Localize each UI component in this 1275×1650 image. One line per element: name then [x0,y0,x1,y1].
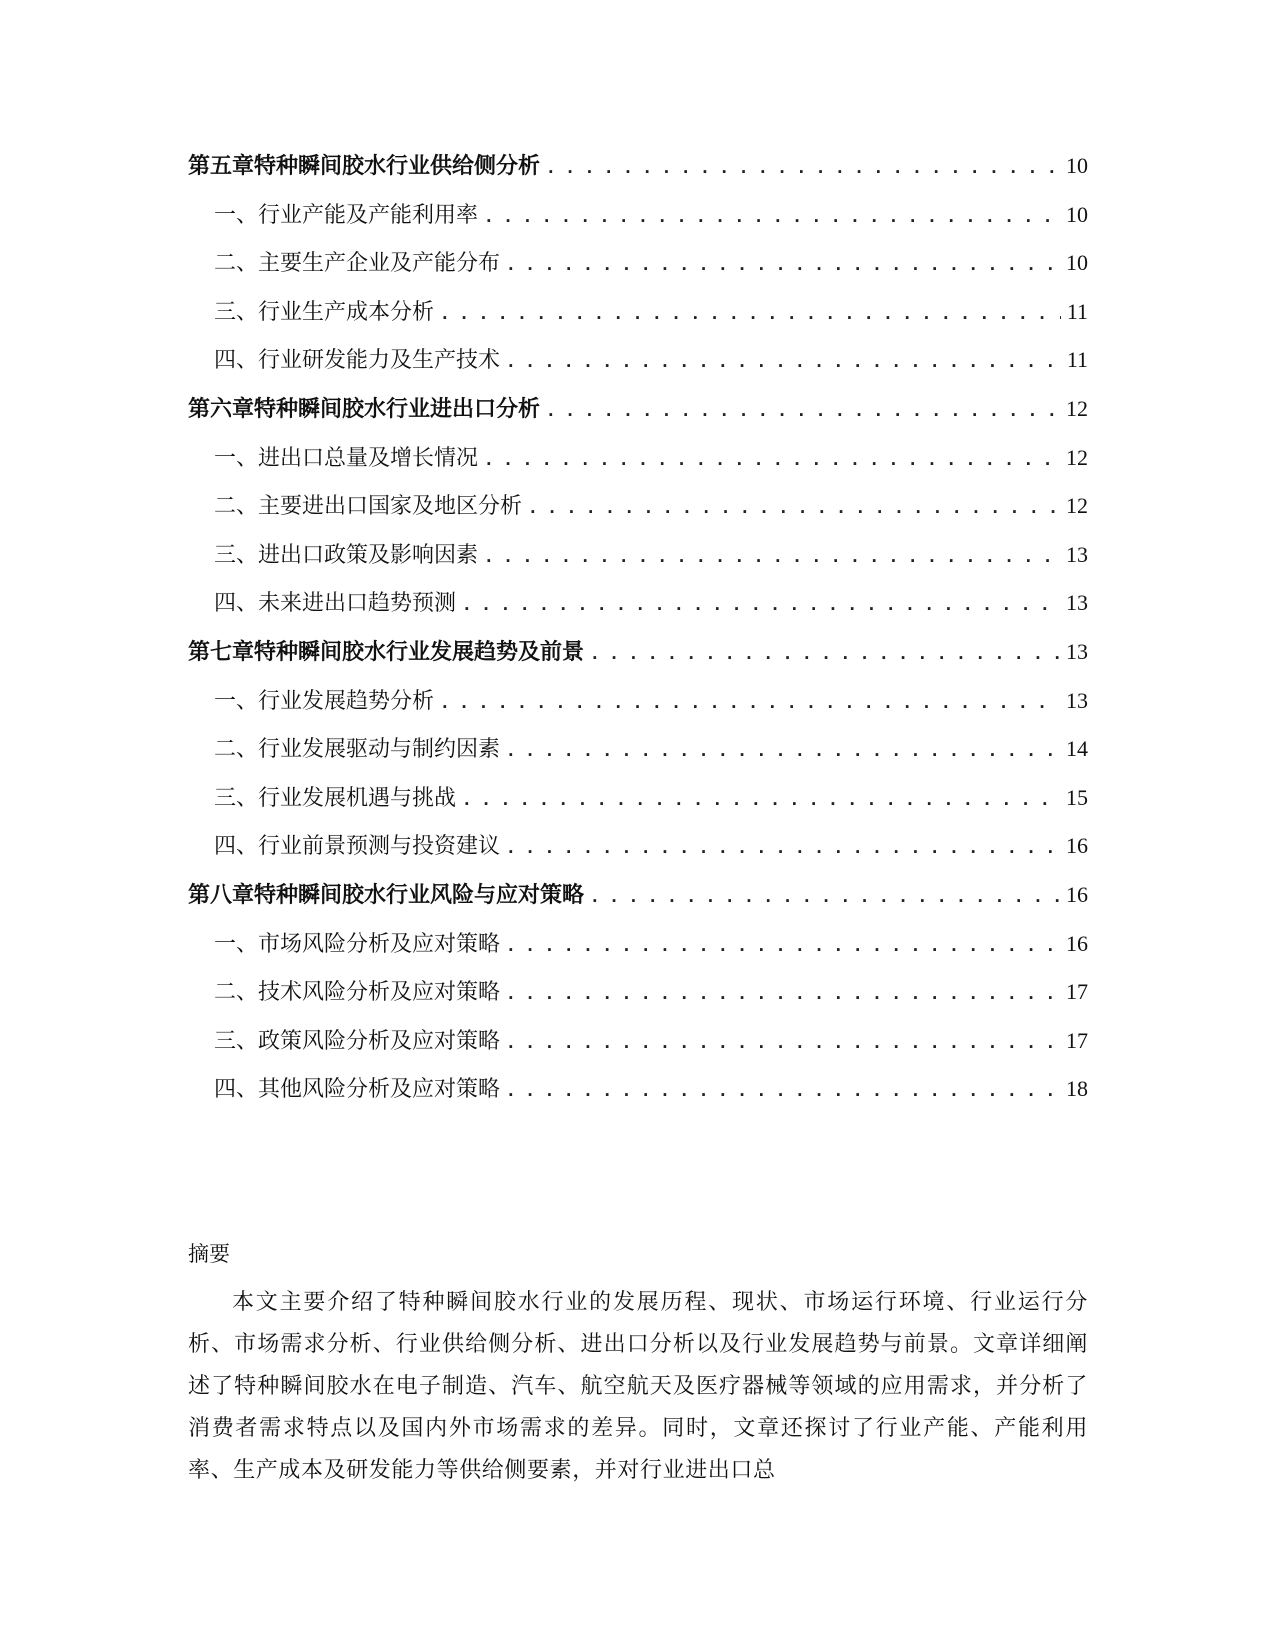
toc-entry-number: 一、 [214,202,259,228]
toc-entry-title: 特种瞬间胶水行业进出口分析 [254,395,541,422]
toc-dot-leader [528,484,1060,533]
toc-entry-number: 第七章 [188,638,255,665]
toc-entry-title: 行业发展趋势分析 [258,688,435,714]
toc-entry-number: 二、 [214,251,259,277]
toc-dot-leader [546,387,1060,436]
toc-entry-page-number: 11 [1066,347,1088,373]
toc-dot-leader [506,338,1061,387]
toc-section-entry[interactable] [188,579,1088,628]
toc-dot-leader [506,727,1060,776]
toc-entry-title: 行业生产成本分析 [258,299,435,325]
toc-entry-page-number: 13 [1066,638,1088,664]
toc-entry-number: 二、 [214,980,259,1006]
toc-dot-leader [440,679,1060,728]
toc-entry-title: 行业发展驱动与制约因素 [258,737,501,763]
toc-entry-number: 二、 [214,737,259,763]
toc-dot-leader [546,144,1060,193]
toc-section-entry[interactable] [188,774,1088,823]
toc-entry-title: 市场风险分析及应对策略 [258,931,501,957]
toc-dot-leader [506,241,1060,290]
toc-entry-page-number: 13 [1066,687,1088,713]
toc-entry-title: 主要进出口国家及地区分析 [258,494,523,520]
toc-entry-title: 特种瞬间胶水行业发展趋势及前景 [254,638,585,665]
toc-entry-number: 三、 [214,785,259,811]
toc-entry-page-number: 14 [1066,736,1088,762]
toc-entry-number: 三、 [214,299,259,325]
toc-section-entry[interactable] [188,336,1088,385]
toc-section-entry[interactable] [188,239,1088,288]
toc-section-entry[interactable] [188,822,1088,871]
toc-section-entry[interactable] [188,725,1088,774]
toc-entry-title: 未来进出口趋势预测 [258,591,457,617]
toc-dot-leader [506,1067,1060,1116]
toc-entry-title: 技术风险分析及应对策略 [258,980,501,1006]
toc-chapter-entry[interactable] [188,628,1088,677]
toc-entry-title: 特种瞬间胶水行业供给侧分析 [254,153,541,179]
toc-dot-leader [590,873,1060,922]
toc-dot-leader [590,630,1060,679]
toc-entry-number: 一、 [214,688,259,714]
toc-section-entry[interactable] [188,482,1088,531]
toc-entry-number: 一、 [214,931,259,957]
toc-section-entry[interactable] [188,531,1088,580]
toc-dot-leader [484,436,1060,485]
toc-entry-title: 特种瞬间胶水行业风险与应对策略 [254,881,585,908]
toc-entry-page-number: 12 [1066,493,1088,519]
toc-dot-leader [506,1019,1060,1068]
toc-entry-title: 行业发展机遇与挑战 [258,785,457,811]
toc-entry-number: 二、 [214,494,259,520]
toc-entry-title: 政策风险分析及应对策略 [258,1028,501,1054]
toc-dot-leader [484,533,1060,582]
toc-entry-page-number: 13 [1066,590,1088,616]
toc-entry-page-number: 17 [1066,1027,1088,1053]
abstract-heading: 摘要 [188,1242,230,1266]
toc-dot-leader [462,776,1060,825]
toc-dot-leader [462,581,1060,630]
toc-entry-number: 三、 [214,542,259,568]
toc-entry-number: 一、 [214,445,259,471]
toc-entry-page-number: 16 [1066,833,1088,859]
toc-entry-page-number: 12 [1066,395,1088,421]
toc-entry-title: 其他风险分析及应对策略 [258,1077,501,1103]
toc-entry-number: 第八章 [188,881,255,908]
toc-section-entry[interactable] [188,1065,1088,1114]
toc-dot-leader [506,922,1060,971]
toc-entry-title: 行业研发能力及生产技术 [258,348,501,374]
toc-entry-number: 四、 [214,591,259,617]
toc-entry-page-number: 11 [1066,298,1088,324]
toc-section-entry[interactable] [188,434,1088,483]
toc-entry-page-number: 10 [1066,250,1088,276]
toc-section-entry[interactable] [188,968,1088,1017]
toc-entry-page-number: 16 [1066,930,1088,956]
toc-section-entry[interactable] [188,920,1088,969]
toc-entry-page-number: 16 [1066,881,1088,907]
toc-entry-title: 进出口总量及增长情况 [258,445,479,471]
toc-section-entry[interactable] [188,191,1088,240]
toc-section-entry[interactable] [188,1017,1088,1066]
toc-entry-page-number: 17 [1066,979,1088,1005]
toc-entry-title: 进出口政策及影响因素 [258,542,479,568]
toc-entry-number: 四、 [214,348,259,374]
toc-chapter-entry[interactable] [188,871,1088,920]
toc-entry-title: 行业产能及产能利用率 [258,202,479,228]
toc-chapter-entry[interactable] [188,142,1088,191]
toc-entry-title: 行业前景预测与投资建议 [258,834,501,860]
toc-section-entry[interactable] [188,677,1088,726]
toc-entry-page-number: 10 [1066,153,1088,178]
table-of-contents [188,142,1088,1114]
toc-dot-leader [484,193,1060,242]
toc-entry-page-number: 15 [1066,784,1088,810]
toc-entry-page-number: 12 [1066,444,1088,470]
toc-entry-number: 三、 [214,1028,259,1054]
toc-entry-page-number: 13 [1066,541,1088,567]
toc-chapter-entry[interactable] [188,385,1088,434]
toc-entry-number: 四、 [214,834,259,860]
toc-entry-number: 第六章 [188,395,255,422]
toc-entry-page-number: 10 [1066,201,1088,227]
toc-dot-leader [506,824,1060,873]
abstract-body: 本文主要介绍了特种瞬间胶水行业的发展历程、现状、市场运行环境、行业运行分析、市场需求分析、行业供给侧分析、进出口分析以及行业发展趋势与前景。文章详细阐述了特种瞬间胶水在电子制造、汽车、航空航天及医疗器械等领域的应用需求，并分析了消费者需求特点以及国内外市场需求的差异。同时，文章还探讨了行业产能、产能利用率、生产成本及研发能力等供给侧要素，并对行业进出口总 [188,1290,1088,1483]
toc-dot-leader [506,970,1060,1019]
toc-entry-number: 四、 [214,1077,259,1103]
toc-entry-title: 主要生产企业及产能分布 [258,251,501,277]
toc-entry-number: 第五章 [188,153,255,179]
toc-dot-leader [440,290,1061,339]
toc-section-entry[interactable] [188,288,1088,337]
toc-entry-page-number: 18 [1066,1076,1088,1102]
